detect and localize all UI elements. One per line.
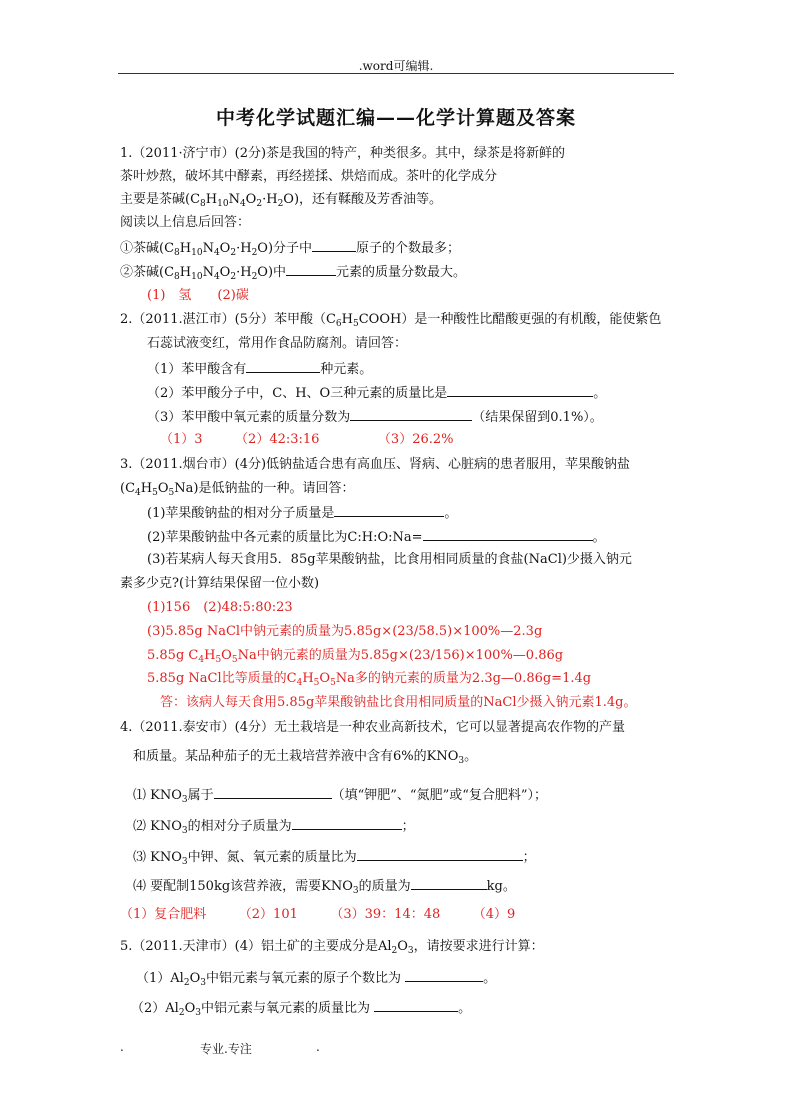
q2-blank-2[interactable]: [447, 383, 593, 397]
q2-sub3: （3）苯甲酸中氧元素的质量分数为 （结果保留到0.1%）。: [147, 407, 603, 427]
q2-line1: 2.（2011.湛江市）(5分）苯甲酸$(C_6H_5COOH)$是一种酸性比醋酸更强的有机酸，能使紫色: [120, 312, 662, 329]
q1-blank-1[interactable]: [312, 238, 356, 252]
q5-line1: 5.（2011.天津市）(4）铝土矿的主要成分是$Al_2O_3$，请按要求进行计算：: [120, 939, 544, 956]
q3-sub2: (2)苹果酸钠盐中各元素的质量比为C:H:O:Na= 。: [147, 527, 606, 547]
q4-sub1: ⑴ $KNO_3$属于 （填“钾肥”、“氮肥”或“复合肥料”）；: [133, 785, 547, 805]
q1-sub1: ①茶碱$(C_8H_{10}N_4O_2\cdot H_2O)$分子中 原子的个数最多；: [120, 238, 460, 258]
q5-blank-1[interactable]: [405, 968, 483, 982]
q4-blank-4[interactable]: [411, 876, 487, 890]
q4-line2: 和质量。某品种茄子的无土栽培营养液中含有6%的$KNO_3$。: [133, 749, 478, 766]
q4-answer: （1）复合肥料 （2）101 （3）39：14：48 （4）9: [120, 907, 516, 922]
q1-answer: (1) 氢 (2)碳: [147, 288, 249, 303]
header-rule: [118, 73, 674, 74]
q2-answer: （1）3 （2）42:3:16 （3）26.2%: [160, 432, 454, 447]
q3-blank-2[interactable]: [423, 527, 593, 541]
q5-sub1: $(1)Al_2O_3$中铝元素与氧元素的原子个数比为 。: [136, 968, 496, 988]
q4-sub2: ⑵ $KNO_3$的相对分子质量为 ；: [133, 816, 415, 836]
page-title: 中考化学试题汇编——化学计算题及答案: [215, 107, 576, 129]
q1-sub2: ②茶碱$(C_8H_{10}N_4O_2\cdot H_2O)$中 元素的质量分数最大。: [120, 262, 466, 282]
q3-blank-1[interactable]: [334, 503, 444, 517]
q2-line2: 石蕊试液变红，常用作食品防腐剂。请回答：: [147, 336, 408, 351]
q3-answer-2: (3)5.85g NaCl中钠元素的质量为5.85g×(23/58.5)×100%—2.3g: [147, 624, 543, 639]
q3-answer-3: 5.85g $C_4H_5O_5Na$中钠元素的质量为5.85g×(23/156)×100%—0.86g: [147, 648, 564, 665]
q2-sub1: （1）苯甲酸含有 种元素。: [147, 359, 372, 379]
q3-line1: 3.（2011.烟台市）(4分)低钠盐适合患有高血压、肾病、心脏病的患者服用，苹果酸钠盐: [120, 457, 631, 472]
q4-line1: 4.（2011.泰安市）(4分）无土栽培是一种农业高新技术，它可以显著提高农作物的产量: [120, 720, 625, 735]
q4-sub4: ⑷ 要配制150kg该营养液，需要$KNO_3$的质量为 kg。: [133, 876, 516, 896]
footer-text: 专业.专注: [200, 1042, 252, 1056]
q1-line4: 阅读以上信息后回答：: [120, 215, 251, 230]
footer-dot-left: .: [120, 1040, 124, 1054]
q4-blank-1[interactable]: [214, 785, 332, 799]
q5-blank-2[interactable]: [374, 998, 458, 1012]
q3-answer-1: (1)156 (2)48:5:80:23: [147, 600, 293, 615]
q4-blank-3[interactable]: [357, 847, 523, 861]
q2-blank-3[interactable]: [350, 407, 472, 421]
q2-blank-1[interactable]: [246, 359, 320, 373]
q4-blank-2[interactable]: [292, 816, 402, 830]
q3-sub3: (3)若某病人每天食用5．85g苹果酸钠盐，比食用相同质量的食盐(NaCl)少摄入钠元: [147, 552, 632, 567]
q5-sub2: $(2)Al_2O_3$中铝元素与氧元素的质量比为 。: [131, 998, 471, 1018]
q3-answer-5: 答：该病人每天食用5.85g苹果酸钠盐比食用相同质量的NaCl少摄入钠元素1.4g。: [160, 695, 637, 710]
page-header: .word可编辑.: [358, 59, 434, 73]
q1-line3: 主要是茶碱$(C_8H_{10}N_4O_2\cdot H_2O)$，还有鞣酸及芳香油等。: [120, 192, 443, 209]
q2-sub2: （2）苯甲酸分子中，C、H、O三种元素的质量比是 。: [147, 383, 606, 403]
q1-line1: 1.（2011·济宁市）(2分)茶是我国的特产，种类很多。其中，绿茶是将新鲜的: [120, 146, 566, 161]
q1-blank-2[interactable]: [286, 262, 336, 276]
q3-answer-4: 5.85g NaCl比等质量的$C_4H_5O_5Na$多的钠元素的质量为2.3g—0.86g=1.4g: [147, 671, 592, 688]
q4-sub3: ⑶ $KNO_3$中钾、氮、氧元素的质量比为 ；: [133, 847, 536, 867]
q1-line2: 茶叶炒熬，破坏其中酵素，再经搓揉、烘焙而成。茶叶的化学成分: [120, 169, 498, 184]
footer-dot-right: .: [316, 1040, 320, 1054]
q3-line2: $(C_4H_5O_5Na)$是低钠盐的一种。请回答：: [120, 481, 355, 498]
q3-sub3-cont: 素多少克?(计算结果保留一位小数): [120, 576, 320, 591]
q3-sub1: (1)苹果酸钠盐的相对分子质量是 。: [147, 503, 457, 523]
